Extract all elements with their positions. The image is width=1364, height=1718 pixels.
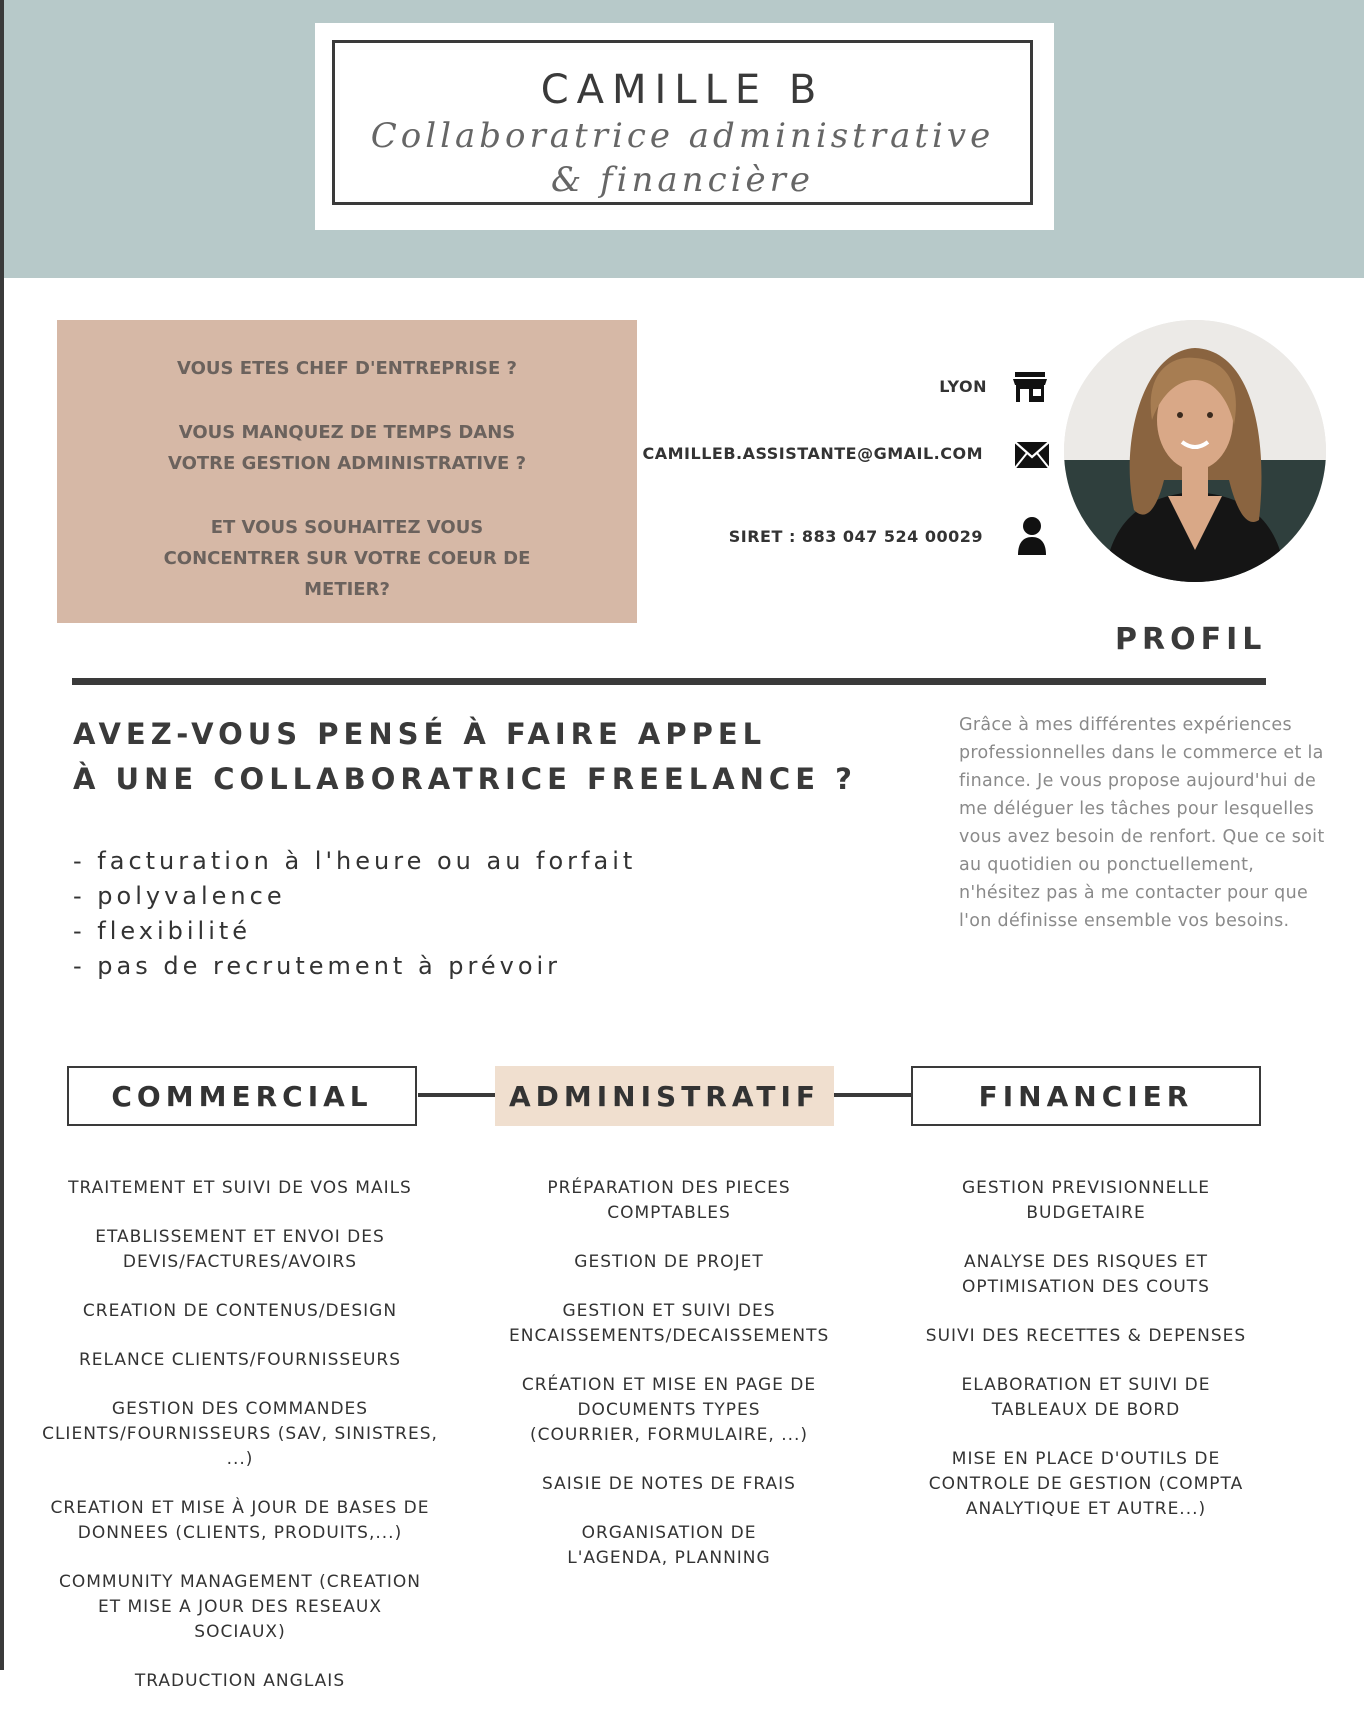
pitch-question-1: VOUS ETES CHEF D'ENTREPRISE ?	[177, 358, 517, 379]
profil-heading: PROFIL	[1115, 622, 1267, 657]
contact-siret: SIRET : 883 047 524 00029	[728, 527, 983, 546]
administratif-list	[509, 1176, 829, 1595]
pitch-question-3: ET VOUS SOUHAITEZ VOUS CONCENTRER SUR VOTRE COEUR DE METIER?	[163, 517, 531, 600]
person-icon	[1017, 516, 1047, 556]
list-item: ELABORATION ET SUIVI DE TABLEAUX DE BORD	[961, 1375, 1211, 1420]
headline-line-1: AVEZ-VOUS PENSÉ À FAIRE APPEL	[73, 717, 767, 751]
commercial-list	[33, 1176, 447, 1718]
list-item: ANALYSE DES RISQUES ET OPTIMISATION DES COUTS	[962, 1252, 1210, 1297]
pitch-question-2: VOUS MANQUEZ DE TEMPS DANS VOTRE GESTION ADMINISTRATIVE ?	[167, 422, 527, 474]
list-item: RELANCE CLIENTS/FOURNISSEURS	[78, 1350, 401, 1370]
list-item: TRADUCTION ANGLAIS	[134, 1671, 346, 1691]
portrait-image	[1064, 320, 1326, 582]
contact-email: CAMILLEB.ASSISTANTE@GMAIL.COM	[642, 444, 983, 463]
list-item: CREATION ET MISE À JOUR DE BASES DE DONNEES (CLIENTS, PRODUITS,...)	[50, 1498, 430, 1543]
benefit-item: - polyvalence	[73, 882, 286, 910]
list-item: CREATION DE CONTENUS/DESIGN	[82, 1301, 398, 1321]
list-item: SUIVI DES RECETTES & DEPENSES	[925, 1326, 1247, 1346]
connector-line	[418, 1093, 498, 1097]
list-item: ETABLISSEMENT ET ENVOI DES DEVIS/FACTURES/AVOIRS	[95, 1227, 385, 1272]
list-item: SAISIE DE NOTES DE FRAIS	[542, 1474, 796, 1494]
headline	[73, 712, 857, 802]
financier-list	[906, 1176, 1266, 1546]
benefit-item: - pas de recrutement à prévoir	[73, 952, 562, 980]
list-item: MISE EN PLACE D'OUTILS DE CONTROLE DE GESTION (COMPTA ANALYTIQUE ET AUTRE...)	[928, 1449, 1244, 1519]
list-item: GESTION PREVISIONNELLE BUDGETAIRE	[961, 1178, 1211, 1223]
list-item: CRÉATION ET MISE EN PAGE DE DOCUMENTS TYPES (COURRIER, FORMULAIRE, ...)	[521, 1375, 817, 1445]
person-name: CAMILLE B	[540, 67, 825, 113]
list-item: GESTION DE PROJET	[574, 1252, 764, 1272]
envelope-icon	[1014, 441, 1050, 469]
job-title: Collaboratrice administrative & financière	[370, 116, 995, 200]
category-commercial: COMMERCIAL	[67, 1066, 417, 1126]
list-item: GESTION ET SUIVI DES ENCAISSEMENTS/DECAISSEMENTS	[509, 1301, 830, 1346]
list-item: TRAITEMENT ET SUIVI DE VOS MAILS	[68, 1178, 412, 1198]
benefits-list	[73, 844, 636, 984]
headline-line-2: À UNE COLLABORATRICE FREELANCE ?	[73, 762, 857, 796]
contact-city: LYON	[939, 377, 987, 396]
list-item: GESTION DES COMMANDES CLIENTS/FOURNISSEURS (SAV, SINISTRES, ...)	[42, 1399, 438, 1469]
connector-line	[832, 1093, 912, 1097]
title-card	[315, 23, 1054, 230]
profile-photo	[1064, 320, 1326, 582]
pitch-box	[57, 320, 637, 623]
store-icon	[1013, 371, 1047, 403]
list-item: ORGANISATION DE L'AGENDA, PLANNING	[567, 1523, 771, 1568]
profil-text: Grâce à mes différentes expériences professionnelles dans le commerce et la finance. Je vous propose aujourd'hui de me déléguer les tâches pour lesquelles vous avez besoin de renfort. Que ce soit au quotidien ou ponctuellement, n'hésitez pas à me contacter pour que l'on définisse ensemble vos besoins.	[959, 715, 1325, 931]
title-frame	[332, 40, 1033, 205]
section-divider	[72, 678, 1266, 685]
benefit-item: - flexibilité	[73, 917, 252, 945]
category-administratif: ADMINISTRATIF	[495, 1066, 834, 1126]
list-item: COMMUNITY MANAGEMENT (CREATION ET MISE A JOUR DES RESEAUX SOCIAUX)	[59, 1572, 421, 1642]
list-item: PRÉPARATION DES PIECES COMPTABLES	[547, 1178, 791, 1223]
category-financier: FINANCIER	[911, 1066, 1261, 1126]
benefit-item: - facturation à l'heure ou au forfait	[73, 847, 637, 875]
